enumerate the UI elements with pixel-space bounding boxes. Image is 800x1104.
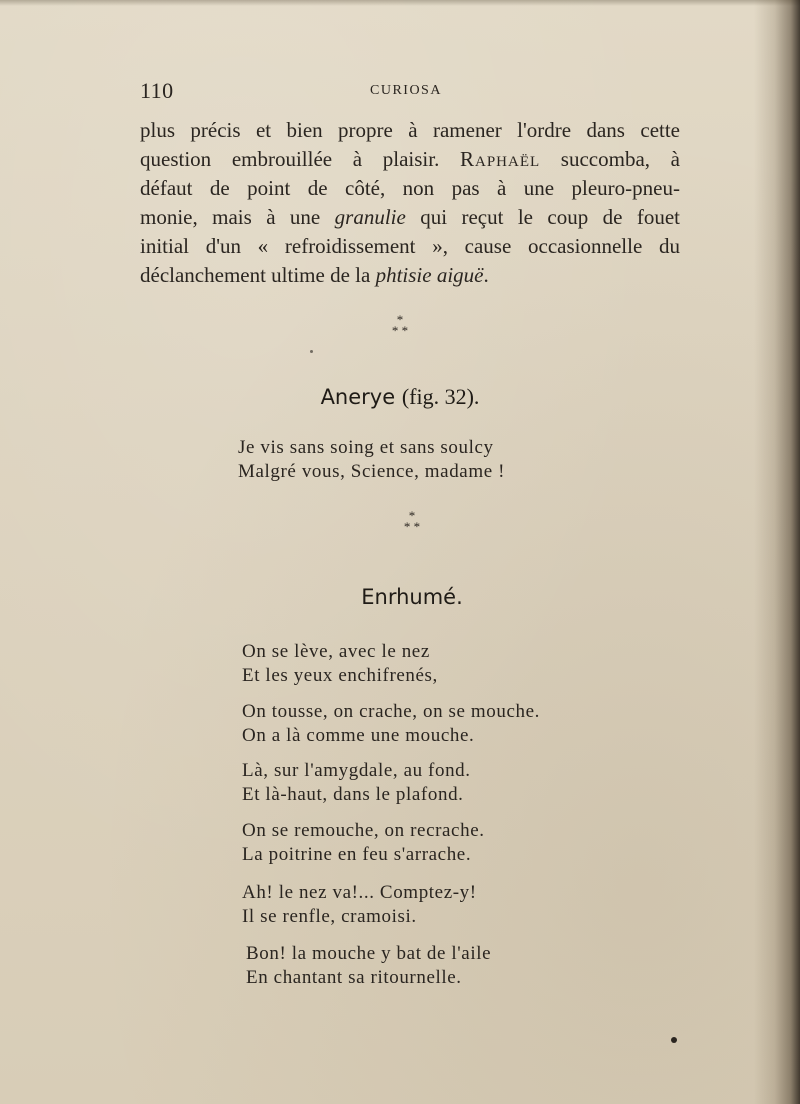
asterism-bottom: * * [403, 519, 421, 534]
verse-line: Là, sur l'amygdale, au fond. [242, 760, 471, 781]
verse-line: On se remouche, on recrache. [242, 820, 485, 841]
page-gutter-shadow [754, 0, 800, 1104]
paper-speck [671, 1037, 677, 1043]
verse-stanza [242, 700, 540, 748]
verse-line: La poitrine en feu s'arrache. [242, 844, 472, 865]
section-title-text: Anerye [320, 385, 396, 409]
verse-line: Il se renfle, cramoisi. [242, 906, 417, 927]
verse-line: Je vis sans soing et sans soulcy [238, 437, 494, 458]
verse-line: Malgré vous, Science, madame ! [238, 461, 506, 482]
prose-text: qui reçut le coup de fouet [405, 205, 680, 229]
prose-text: question embrouillée à plaisir. [140, 147, 460, 171]
prose-text: déclanchement ultime de la [140, 263, 376, 287]
verse-stanza [246, 942, 491, 990]
prose-line [140, 203, 680, 232]
section-title-anerye [0, 384, 800, 410]
verse-line: On tousse, on crache, on se mouche. [242, 701, 541, 722]
italic-term: phtisie aiguë [375, 263, 484, 287]
verse-stanza [242, 640, 438, 688]
prose-line [140, 145, 680, 174]
verse-line: Bon! la mouche y bat de l'aile [246, 943, 492, 964]
asterism-top: * [396, 312, 404, 327]
person-name-smallcaps: Raphaël [459, 147, 541, 171]
prose-paragraph [140, 116, 680, 290]
verse-line: En chantant sa ritournelle. [246, 967, 462, 988]
section-title-enrhume [12, 585, 800, 609]
verse-line: Ah! le nez va!... Comptez-y! [242, 882, 477, 903]
verse-anerye [238, 436, 505, 484]
running-title: CURIOSA [370, 83, 442, 98]
asterism-divider [12, 510, 800, 532]
running-head [140, 78, 680, 106]
prose-line [140, 116, 680, 145]
prose-text: défaut de point de côté, non pas à une pleuro-pneu- [140, 176, 680, 200]
prose-line [140, 232, 680, 261]
asterism-bottom: * * [391, 323, 409, 338]
paper-speck [310, 350, 313, 353]
asterism-top: * [408, 508, 416, 523]
verse-line: On se lève, avec le nez [242, 641, 430, 662]
page-number: 110 [140, 78, 174, 103]
asterism-divider [0, 314, 800, 336]
verse-line: Et les yeux enchifrenés, [242, 665, 438, 686]
prose-text: succomba, à [540, 147, 681, 171]
section-title-text: Enrhumé. [361, 585, 463, 609]
figure-reference: (fig. 32). [401, 384, 480, 409]
prose-line [140, 174, 680, 203]
prose-text: monie, mais à une [140, 205, 335, 229]
prose-text: initial d'un « refroidissement », cause occasionnelle du [140, 234, 680, 258]
prose-line [140, 261, 680, 290]
page-top-edge [0, 0, 800, 6]
verse-stanza [242, 819, 485, 867]
verse-line: On a là comme une mouche. [242, 725, 475, 746]
verse-stanza [242, 881, 477, 929]
prose-text: . [483, 263, 489, 287]
verse-stanza [242, 759, 471, 807]
verse-line: Et là-haut, dans le plafond. [242, 784, 464, 805]
italic-term: granulie [334, 205, 406, 229]
prose-text: plus précis et bien propre à ramener l'ordre dans cette [140, 118, 680, 142]
